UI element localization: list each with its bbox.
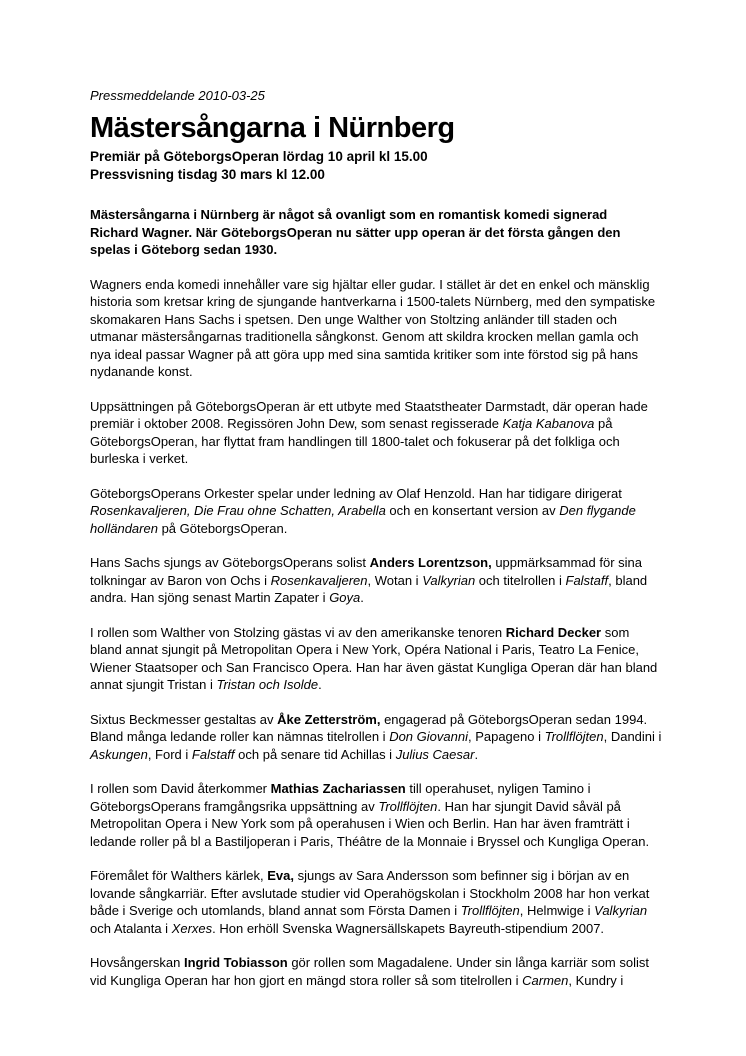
text-run: Den flygande holländaren bbox=[90, 503, 636, 536]
text-run: Föremålet för Walthers kärlek, bbox=[90, 868, 268, 883]
text-run: på GöteborgsOperan, har flyttat fram handlingen till 1800-talet och fokuserar på det folkliga och burleska i verket. bbox=[90, 416, 620, 466]
text-run: uppmärksammad för sina tolkningar av Baron von Ochs i bbox=[90, 555, 642, 588]
text-run: Tristan och Isolde bbox=[216, 677, 319, 692]
text-run: Ingrid Tobiasson bbox=[183, 955, 288, 970]
text-run: , Dandini i bbox=[603, 729, 662, 744]
paragraph bbox=[90, 954, 662, 989]
text-run: sjungs av Sara Andersson som befinner sig i början av en lovande sångkarriär. Efter avslutade studier vid Operahögskolan i Stockholm 2008 har hon verkat både i Sverige och utomlands, bland annat som Första Damen i bbox=[90, 868, 650, 918]
text-run: Julius Caesar bbox=[395, 746, 475, 762]
text-run: Sixtus Beckmesser gestaltas av bbox=[90, 711, 278, 727]
text-run: Falstaff bbox=[191, 746, 235, 762]
press-viewing-line: Pressvisning tisdag 30 mars kl 12.00 bbox=[90, 167, 325, 182]
text-run: Trollflöjten bbox=[460, 903, 520, 918]
text-run: Valkyrian bbox=[422, 572, 476, 588]
text-run: Trollflöjten bbox=[544, 729, 604, 744]
paragraph bbox=[90, 554, 662, 607]
text-run: I rollen som David återkommer bbox=[90, 781, 271, 796]
text-run: till operahuset, nyligen Tamino i GöteborgsOperans framgångsrika uppsättning av bbox=[90, 781, 591, 814]
text-run: och en konsertant version av bbox=[385, 503, 560, 518]
page-title: Mästersångarna i Nürnberg bbox=[90, 112, 455, 144]
paragraph bbox=[90, 780, 662, 850]
text-run: Mästersångarna i Nürnberg är något så ovanligt som en romantisk komedi signerad Richard Wagner. När GöteborgsOperan nu sätter upp operan är det första gången den spelas i Göteborg sedan 1930. bbox=[90, 207, 621, 257]
paragraph bbox=[90, 624, 662, 694]
text-run: , Kundry i bbox=[568, 972, 624, 988]
text-run: Valkyrian bbox=[594, 903, 648, 918]
text-run: Don Giovanni bbox=[389, 729, 468, 744]
text-run: , bland andra. Han sjöng senast Martin Zapater i bbox=[90, 572, 648, 605]
text-run: . bbox=[318, 677, 322, 692]
text-run: , Papageno i bbox=[467, 729, 545, 744]
text-run: , Wotan i bbox=[367, 572, 423, 588]
text-run: GöteborgsOperans Orkester spelar under ledning av Olaf Henzold. Han har tidigare dirigerat bbox=[90, 485, 622, 501]
text-run: . bbox=[474, 746, 479, 762]
text-run: Åke Zetterström, bbox=[277, 711, 381, 727]
text-run: på GöteborgsOperan. bbox=[157, 520, 288, 536]
text-run: . Han har sjungit David såväl på Metropolitan Opera i New York som på operahusen i Wien och Berlin. Han har även framträtt i ledande roller på bl a Bastiljoperan i Paris, Théâtre de la Monnaie i Bryssel och Kungliga Operan. bbox=[90, 798, 650, 849]
paragraph bbox=[90, 398, 662, 468]
text-run: Xerxes bbox=[171, 920, 213, 936]
text-run: , Ford i bbox=[147, 746, 192, 762]
text-run: engagerad på GöteborgsOperan sedan 1994. Bland många ledande roller kan nämnas titelrollen i bbox=[90, 711, 648, 744]
text-run: Askungen bbox=[90, 746, 148, 762]
text-run: , Helmwige i bbox=[519, 903, 595, 918]
dateline: Pressmeddelande 2010-03-25 bbox=[90, 88, 265, 103]
text-run: som bland annat sjungit på Metropolitan Opera i New York, Opéra National i Paris, Teatro La Fenice, Wiener Staatsoper och San Francisco Opera. Han har även gästat Kungliga Operan där han bland annat sjungit Tristan i bbox=[90, 624, 658, 692]
text-run: Hovsångerskan bbox=[90, 955, 184, 970]
text-run: gör rollen som Magadalene. Under sin långa karriär som solist vid Kungliga Operan har hon gjort en mängd stora roller så som titelrollen i bbox=[90, 955, 649, 988]
text-run: och titelrollen i bbox=[475, 572, 566, 588]
text-run: Richard Decker bbox=[505, 624, 602, 640]
text-run: Trollflöjten bbox=[378, 798, 438, 814]
text-run: Eva, bbox=[267, 868, 294, 883]
text-run: Mathias Zachariassen bbox=[270, 781, 406, 796]
paragraph bbox=[90, 867, 662, 937]
text-run: I rollen som Walther von Stolzing gästas vi av den amerikanske tenoren bbox=[90, 624, 506, 640]
text-run: . bbox=[360, 590, 364, 605]
text-run: Rosenkavaljeren bbox=[270, 572, 368, 588]
paragraph bbox=[90, 711, 662, 764]
text-run: Anders Lorentzson, bbox=[369, 555, 492, 570]
text-run: Carmen bbox=[522, 972, 569, 988]
text-run: Katja Kabanova bbox=[502, 416, 595, 431]
text-run: Rosenkavaljeren, Die Frau ohne Schatten, Arabella bbox=[90, 503, 386, 518]
text-run: Wagners enda komedi innehåller vare sig hjältar eller gudar. I stället är det en enkel och mänsklig historia som kretsar kring de sjungande hantverkarna i 1500-talets Nürnberg, med den sympatiske skomakaren Hans Sachs i spetsen. Den unge Walther von Stoltzing anländer till staden och utmanar mästersångarnas traditionella sångkonst. Genom att skildra krocken mellan gamla och nya ideal passar Wagner på att göra upp med sina samtida kritiker som inte förstod sig på hans nydanande konst. bbox=[90, 276, 656, 379]
premiere-line: Premiär på GöteborgsOperan lördag 10 april kl 15.00 bbox=[90, 149, 428, 164]
text-run: och på senare tid Achillas i bbox=[234, 746, 396, 762]
text-run: Goya bbox=[329, 590, 361, 605]
paragraph bbox=[90, 485, 662, 538]
text-run: och Atalanta i bbox=[90, 920, 172, 936]
text-run: Hans Sachs sjungs av GöteborgsOperans solist bbox=[90, 555, 370, 570]
text-run: . Hon erhöll Svenska Wagnersällskapets Bayreuth-stipendium 2007. bbox=[212, 920, 605, 936]
paragraph bbox=[90, 206, 650, 259]
text-run: Uppsättningen på GöteborgsOperan är ett utbyte med Staatstheater Darmstadt, där operan hade premiär i oktober 2008. Regissören John Dew, som senast regisserade bbox=[90, 398, 648, 431]
paragraphs bbox=[90, 206, 662, 989]
paragraph bbox=[90, 276, 662, 381]
text-run: Falstaff bbox=[565, 572, 609, 588]
